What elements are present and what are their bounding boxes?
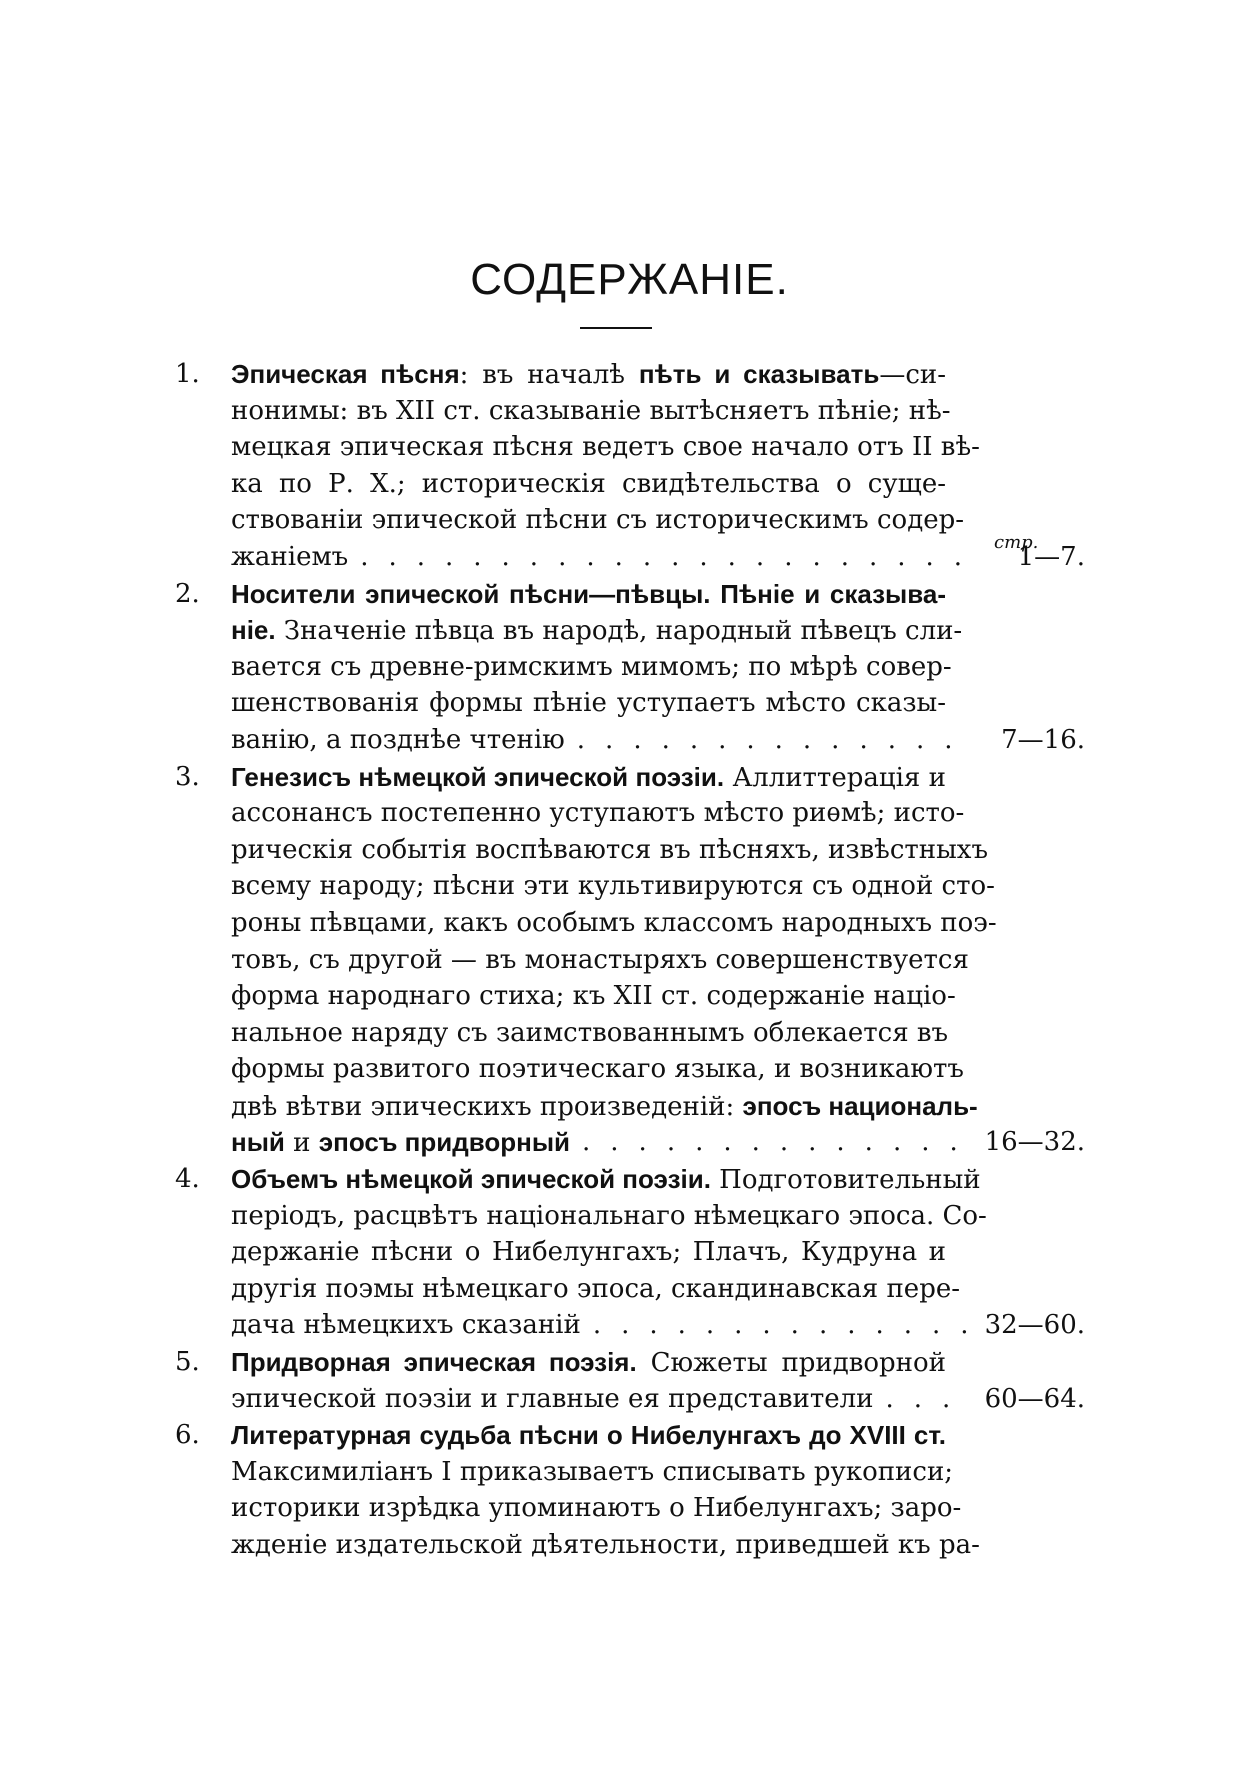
toc-line [0, 868, 1259, 905]
bold-heading-text: эпосъ националь- [742, 1090, 978, 1121]
body-text: Аллиттерація и [724, 762, 946, 793]
entry-number: 6. [175, 1420, 200, 1451]
entry-text [231, 1417, 946, 1455]
toc-line [0, 1381, 1259, 1418]
body-text: держаніе пѣсни о Нибелунгахъ; Плачъ, Кудруна и [231, 1237, 946, 1268]
toc-line [0, 502, 1259, 539]
toc-line [0, 759, 1259, 796]
entry-text [231, 1271, 961, 1308]
toc-line [0, 1454, 1259, 1491]
leader-dots: ... [885, 1383, 971, 1414]
toc-entry [0, 759, 1259, 1162]
bold-heading-text: ный [231, 1127, 285, 1158]
entry-text [231, 685, 946, 722]
body-text: нонимы: въ XII ст. сказываніе вытѣсняетъ пѣніе; нѣ- [231, 395, 951, 426]
toc-line [0, 1307, 1259, 1344]
entry-text [231, 905, 997, 942]
bold-heading-text: ніе. [231, 615, 276, 646]
entry-text [231, 832, 988, 869]
body-text: вается съ древне-римскимъ мимомъ; по мѣрѣ совер- [231, 651, 952, 682]
entry-text [231, 649, 952, 686]
toc-line [0, 466, 1259, 503]
body-text: Максимиліанъ I приказываетъ списывать рукописи; [231, 1456, 954, 1487]
toc-line [0, 1088, 1259, 1125]
toc-line [0, 576, 1259, 613]
entry-text [231, 942, 969, 979]
page-column-label: стр. [994, 531, 1039, 553]
body-text: эпической поэзіи и главные ея представители [231, 1383, 874, 1414]
toc-line [0, 1161, 1259, 1198]
body-text: и [284, 1128, 319, 1159]
bold-heading-text: Эпическая пѣсня [231, 359, 460, 389]
entry-text [231, 1454, 954, 1491]
bold-heading-text: пѣть и сказывать [638, 359, 880, 389]
toc-line [0, 978, 1259, 1015]
toc-entry [0, 576, 1259, 759]
entry-text [231, 1051, 964, 1088]
toc-line [0, 1527, 1259, 1564]
entry-text [231, 1381, 971, 1418]
entry-number: 5. [175, 1347, 200, 1378]
table-of-contents [0, 356, 1259, 1564]
entry-text [231, 1088, 978, 1126]
body-text: ствованіи эпической пѣсни съ историческимъ содер- [231, 505, 965, 536]
toc-line [0, 649, 1259, 686]
toc-line [0, 393, 1259, 430]
toc-line [0, 722, 1259, 759]
title-rule [580, 327, 652, 329]
toc-line [0, 1051, 1259, 1088]
body-text: Значеніе пѣвца въ народѣ, народный пѣвецъ сли- [275, 616, 963, 647]
leader-dots: .............. [582, 1127, 978, 1158]
toc-line [0, 531, 1259, 576]
bold-heading-text: эпосъ придворный [318, 1127, 571, 1158]
entry-text [231, 502, 965, 539]
bold-heading-text: Носители эпической пѣсни—пѣвцы. Пѣніе и сказыва- [231, 578, 946, 609]
toc-line [0, 942, 1259, 979]
body-text: ванію, а позднѣе чтенію [231, 724, 565, 755]
toc-line [0, 1271, 1259, 1308]
body-text: товъ, съ другой — въ монастыряхъ совершенствуется [231, 944, 969, 975]
bold-heading-text: Объемъ нѣмецкой эпической поэзіи. [231, 1164, 711, 1195]
entry-text [231, 576, 946, 614]
toc-line [0, 795, 1259, 832]
leader-dots: ...................... [360, 541, 983, 572]
body-text: ассонансъ постепенно уступаютъ мѣсто риѳмѣ; исто- [231, 798, 965, 829]
toc-line [0, 1234, 1259, 1271]
entry-text [231, 759, 946, 797]
body-text: дача нѣмецкихъ сказаній [231, 1310, 581, 1341]
toc-line [0, 356, 1259, 393]
body-text: ка по Р. Х.; историческія свидѣтельства о суще- [231, 468, 946, 499]
page-range: 16—32. [984, 1127, 1085, 1158]
body-text: рическія событія воспѣваются въ пѣсняхъ, извѣстныхъ [231, 834, 988, 865]
body-text: формы развитого поэтическаго языка, и возникаютъ [231, 1054, 964, 1085]
body-text: нальное наряду съ заимствованнымъ облекается въ [231, 1017, 949, 1048]
leader-dots: .............. [592, 1310, 989, 1341]
page-range: 7—16. [1001, 724, 1085, 755]
bold-heading-text: Генезисъ нѣмецкой эпической поэзіи. [231, 761, 725, 792]
body-text: другія поэмы нѣмецкаго эпоса, скандинавская пере- [231, 1273, 961, 1304]
entry-text [231, 795, 965, 832]
toc-entry [0, 1161, 1259, 1344]
toc-line [0, 429, 1259, 466]
toc-line [0, 1417, 1259, 1454]
toc-line [0, 1124, 1259, 1161]
toc-line [0, 905, 1259, 942]
bold-heading-text: Литературная судьба пѣсни о Нибелунгахъ до XVIII ст. [231, 1420, 946, 1451]
entry-text [231, 429, 980, 466]
toc-entry [0, 1417, 1259, 1563]
body-text: Подготовительный [710, 1165, 981, 1196]
toc-line [0, 612, 1259, 649]
entry-text [231, 978, 956, 1015]
entry-number: 4. [175, 1164, 200, 1195]
toc-line [0, 1015, 1259, 1052]
toc-line [0, 1198, 1259, 1235]
body-text: историки изрѣдка упоминаютъ о Нибелунгахъ; заро- [231, 1493, 962, 1524]
entry-text [231, 1161, 981, 1199]
toc-entry [0, 1344, 1259, 1417]
body-text: —си- [879, 360, 946, 390]
body-text: періодъ, расцвѣтъ національнаго нѣмецкаго эпоса. Со- [231, 1200, 987, 1231]
entry-text [231, 356, 946, 394]
body-text: всему народу; пѣсни эти культивируются съ одной сто- [231, 871, 995, 902]
page-range: 1—7. [1017, 541, 1085, 572]
entry-text [231, 466, 946, 503]
body-text: жденіе издательской дѣятельности, приведшей къ ра- [231, 1530, 980, 1560]
entry-number: 3. [175, 761, 200, 792]
toc-entry [0, 356, 1259, 576]
leader-dots: .............. [576, 724, 973, 755]
entry-text [231, 1198, 987, 1235]
entry-text [231, 393, 951, 430]
body-text: мецкая эпическая пѣсня ведетъ свое начало отъ II вѣ- [231, 432, 980, 463]
entry-text [231, 1015, 949, 1052]
entry-number: 1. [175, 359, 200, 389]
entry-text [231, 612, 963, 650]
body-text: жаніемъ [231, 541, 349, 572]
toc-line [0, 1344, 1259, 1381]
entry-text [231, 1234, 946, 1271]
entry-number: 2. [175, 578, 200, 609]
entry-text [231, 1344, 946, 1382]
entry-text [231, 1527, 980, 1564]
body-text: форма народнаго стиха; къ XII ст. содержаніе націо- [231, 981, 956, 1012]
body-text: : въ началѣ [459, 360, 639, 390]
toc-line [0, 685, 1259, 722]
bold-heading-text: Придворная эпическая поэзія. [231, 1347, 637, 1378]
page-range: 60—64. [984, 1383, 1085, 1414]
toc-line [0, 832, 1259, 869]
entry-text [231, 1490, 962, 1527]
page-range: 32—60. [984, 1310, 1085, 1341]
body-text: двѣ вѣтви эпическихъ произведеній: [231, 1091, 743, 1122]
entry-text [231, 868, 995, 905]
body-text: роны пѣвцами, какъ особымъ классомъ народныхъ поэ- [231, 907, 997, 938]
page-title: СОДЕРЖАНІЕ. [470, 255, 789, 304]
toc-line [0, 1490, 1259, 1527]
body-text: шенствованія формы пѣніе уступаетъ мѣсто сказы- [231, 688, 946, 719]
body-text: Сюжеты придворной [636, 1348, 946, 1379]
